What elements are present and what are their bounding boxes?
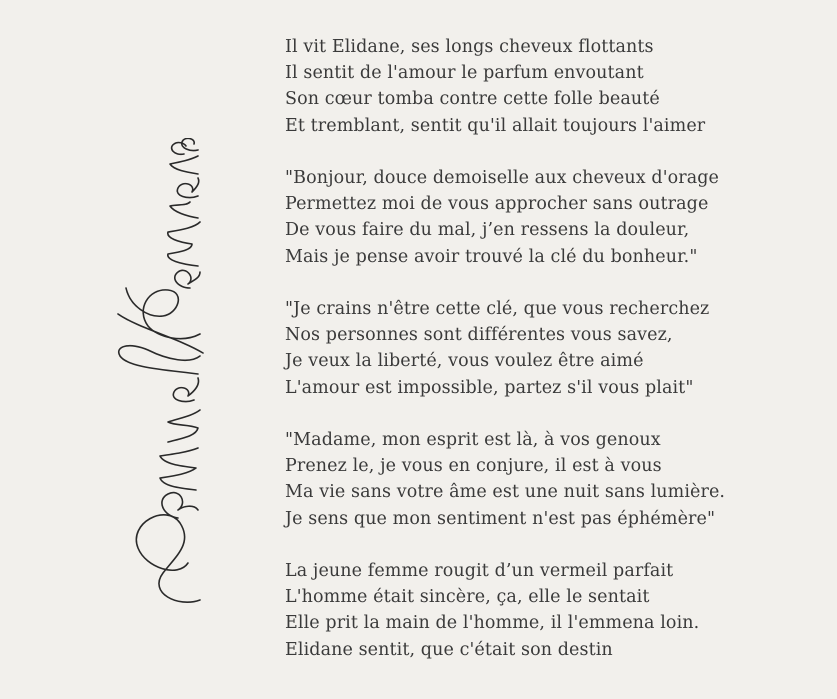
poem-line: Nos personnes sont différentes vous savez, [285, 325, 673, 346]
poem-line: Elidane sentit, que c'était son destin [285, 639, 613, 660]
poem-line: Prenez le, je vous en conjure, il est à vous [285, 456, 662, 477]
poem-line: L'amour est impossible, partez s'il vous plait" [285, 377, 694, 398]
poem-line: Il sentit de l'amour le parfum envoutant [285, 63, 644, 84]
poem-line: Permettez moi de vous approcher sans outrage [285, 194, 709, 215]
poem-line: "Je crains n'être cette clé, que vous recherchez [285, 299, 710, 319]
poem-stanza [285, 427, 825, 532]
poem-line: Il vit Elidane, ses longs cheveux flottants [285, 37, 654, 57]
poem-line: Je sens que mon sentiment n'est pas éphémère" [285, 508, 716, 529]
poem-line: Son cœur tomba contre cette folle beauté [285, 89, 660, 110]
poem-line: L'homme était sincère, ça, elle le sentait [285, 587, 650, 608]
poem-line: Ma vie sans votre âme est une nuit sans lumière. [285, 482, 726, 503]
poem-stanza [285, 34, 825, 139]
poem-line: Elle prit la main de l'homme, il l'emmena loin. [285, 613, 700, 634]
poem-line: Et tremblant, sentit qu'il allait toujours l'aimer [285, 115, 706, 136]
poem-line: La jeune femme rougit d’un vermeil parfait [285, 561, 674, 581]
signature [108, 138, 208, 608]
poem-stanza [285, 165, 825, 270]
signature-drawing [108, 138, 208, 608]
poem-line: Mais je pense avoir trouvé la clé du bonheur." [285, 246, 698, 267]
poem-line: De vous faire du mal, j’en ressens la douleur, [285, 220, 690, 241]
poem-line: Je veux la liberté, vous voulez être aimé [285, 351, 644, 372]
poem-line: "Madame, mon esprit est là, à vos genoux [285, 430, 661, 450]
poem-line: "Bonjour, douce demoiselle aux cheveux d'orage [285, 168, 719, 188]
poem-stanza [285, 558, 825, 663]
poem-text [285, 34, 825, 663]
poem-stanza [285, 296, 825, 401]
